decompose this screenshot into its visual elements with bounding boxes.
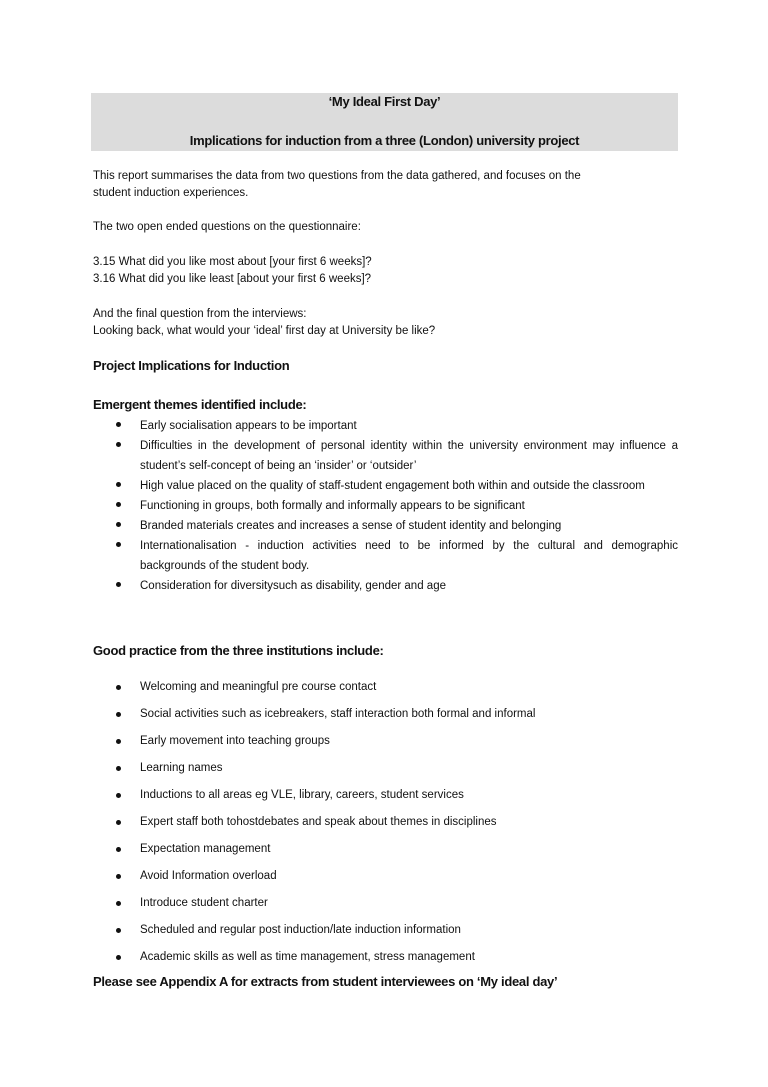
bullet-icon bbox=[116, 901, 121, 906]
bullet-icon bbox=[116, 522, 121, 527]
emergent-themes-list bbox=[112, 416, 678, 596]
bullet-icon bbox=[116, 685, 121, 690]
title-box bbox=[91, 93, 678, 151]
list-item: Introduce student charter bbox=[112, 890, 678, 917]
summary-line: student induction experiences. bbox=[93, 186, 249, 199]
final-question: Looking back, what would your ‘ideal’ first day at University be like? bbox=[93, 324, 436, 337]
open-ended-intro: The two open ended questions on the questionnaire: bbox=[93, 221, 361, 233]
heading-emergent-themes: Emergent themes identified include: bbox=[93, 397, 307, 412]
list-item: Difficulties in the development of personal identity within the university environment may influence a student’s self-concept of being an ‘insider’ or ‘outsider’ bbox=[112, 436, 678, 476]
bullet-icon bbox=[116, 874, 121, 879]
bullet-icon bbox=[116, 712, 121, 717]
question-3-15: 3.15 What did you like most about [your first 6 weeks]? bbox=[93, 256, 372, 268]
bullet-icon bbox=[116, 739, 121, 744]
appendix-note: Please see Appendix A for extracts from student interviewees on ‘My ideal day’ bbox=[93, 974, 558, 989]
bullet-icon bbox=[116, 542, 121, 547]
bullet-icon bbox=[116, 955, 121, 960]
summary-paragraph bbox=[93, 168, 683, 201]
list-item: Welcoming and meaningful pre course contact bbox=[112, 674, 678, 701]
question-3-16: 3.16 What did you like least [about your first 6 weeks]? bbox=[93, 272, 372, 285]
document-subtitle: Implications for induction from a three (London) university project bbox=[189, 133, 580, 148]
heading-project-implications: Project Implications for Induction bbox=[93, 358, 290, 373]
bullet-icon bbox=[116, 793, 121, 798]
bullet-icon bbox=[116, 482, 121, 487]
bullet-icon bbox=[116, 422, 121, 427]
interview-question-block bbox=[93, 306, 683, 339]
bullet-icon bbox=[116, 928, 121, 933]
questionnaire-questions bbox=[93, 254, 683, 287]
heading-good-practice: Good practice from the three institutions include: bbox=[93, 643, 384, 658]
list-item: Scheduled and regular post induction/late induction information bbox=[112, 917, 678, 944]
list-item: Branded materials creates and increases a sense of student identity and belonging bbox=[112, 516, 678, 536]
good-practice-list bbox=[112, 674, 678, 971]
bullet-icon bbox=[116, 582, 121, 587]
document-title: ‘My Ideal First Day’ bbox=[328, 94, 441, 109]
list-item: Academic skills as well as time management, stress management bbox=[112, 944, 678, 971]
list-item: Early movement into teaching groups bbox=[112, 728, 678, 755]
bullet-icon bbox=[116, 502, 121, 507]
list-item: Expert staff both tohostdebates and speak about themes in disciplines bbox=[112, 809, 678, 836]
bullet-icon bbox=[116, 847, 121, 852]
bullet-icon bbox=[116, 820, 121, 825]
bullet-icon bbox=[116, 442, 121, 447]
list-item: High value placed on the quality of staff-student engagement both within and outside the classroom bbox=[112, 476, 678, 496]
list-item: Functioning in groups, both formally and informally appears to be significant bbox=[112, 496, 678, 516]
list-item: Internationalisation - induction activities need to be informed by the cultural and demographic backgrounds of the student body. bbox=[112, 536, 678, 576]
list-item: Learning names bbox=[112, 755, 678, 782]
list-item: Inductions to all areas eg VLE, library, careers, student services bbox=[112, 782, 678, 809]
final-question-intro: And the final question from the interviews: bbox=[93, 308, 307, 320]
list-item: Social activities such as icebreakers, staff interaction both formal and informal bbox=[112, 701, 678, 728]
list-item: Early socialisation appears to be important bbox=[112, 416, 678, 436]
list-item: Avoid Information overload bbox=[112, 863, 678, 890]
summary-line: This report summarises the data from two questions from the data gathered, and focuses on the bbox=[93, 170, 581, 182]
list-item: Expectation management bbox=[112, 836, 678, 863]
list-item: Consideration for diversitysuch as disability, gender and age bbox=[112, 576, 678, 596]
bullet-icon bbox=[116, 766, 121, 771]
